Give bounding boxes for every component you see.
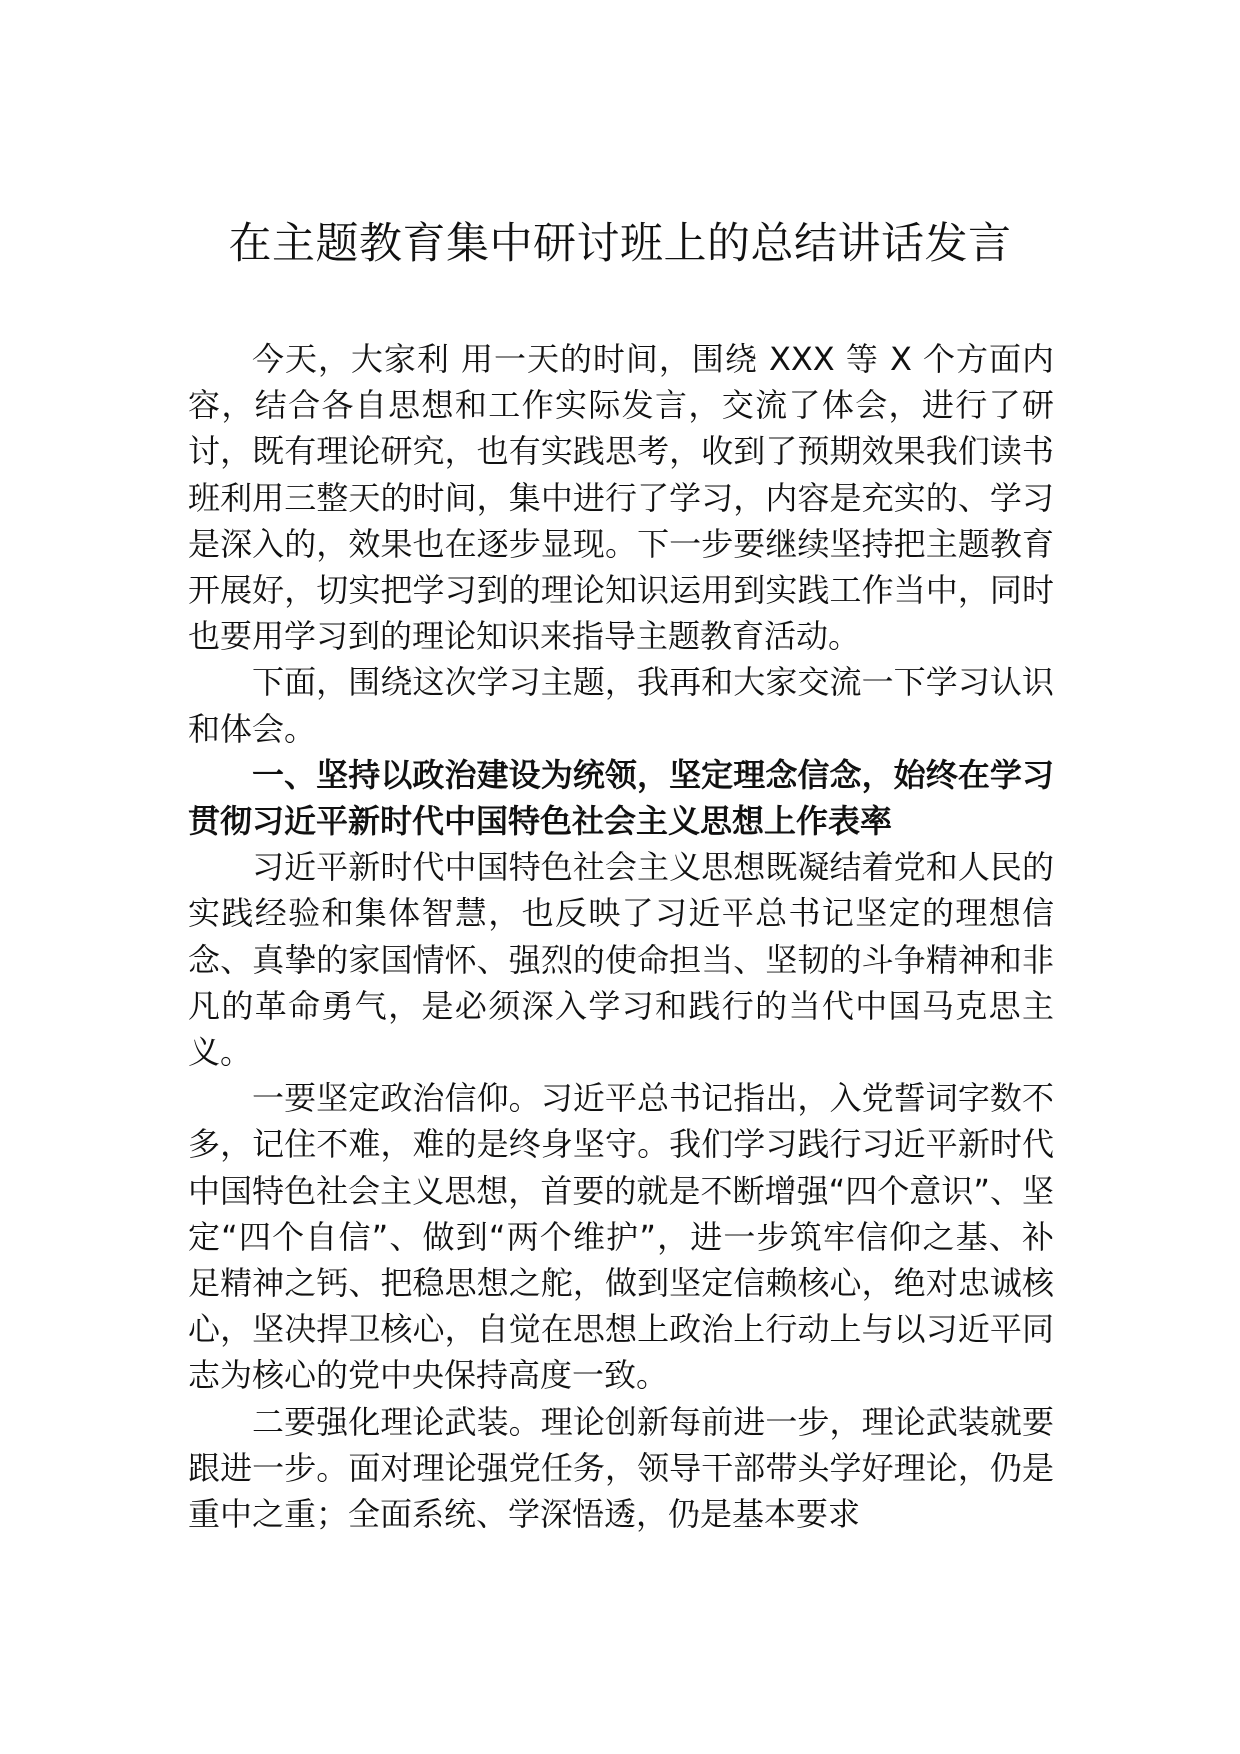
document-title: 在主题教育集中研讨班上的总结讲话发言 [228, 219, 1012, 269]
paragraph-transition: 下面，围绕这次学习主题，我再和大家交流一下学习认识和体会。 [188, 663, 1054, 748]
paragraph-theory-arming: 二要强化理论武装。理论创新每前进一步，理论武装就要跟进一步。面对理论强党任务，领导干部带头学好理论，仍是重中之重；全面系统、学深悟透，仍是基本要求 [188, 1402, 1054, 1534]
document-body [188, 336, 1054, 1537]
section-heading-1: 一、坚持以政治建设为统领，坚定理念信念，始终在学习贯彻习近平新时代中国特色社会主义思想上作表率 [188, 755, 1054, 841]
paragraph-political-belief: 一要坚定政治信仰。习近平总书记指出，入党誓词字数不多，记住不难，难的是终身坚守。我们学习践行习近平新时代中国特色社会主义思想，首要的就是不断增强“四个意识”、坚定“四个自信”、做到“两个维护”，进一步筑牢信仰之基、补足精神之钙、把稳思想之舵，做到坚定信赖核心，绝对忠诚核心，坚决捍卫核心，自觉在思想上政治上行动上与以习近平同志为核心的党中央保持高度一致。 [188, 1079, 1054, 1395]
paragraph-thought: 习近平新时代中国特色社会主义思想既凝结着党和人民的实践经验和集体智慧，也反映了习近平总书记坚定的理想信念、真挚的家国情怀、强烈的使命担当、坚韧的斗争精神和非凡的革命勇气，是必须深入学习和践行的当代中国马克思主义。 [188, 848, 1054, 1072]
paragraph-intro: 今天，大家利 用一天的时间，围绕 XXX 等 X 个方面内容，结合各自思想和工作实际发言，交流了体会，进行了研讨，既有理论研究，也有实践思考，收到了预期效果我们读书班利用三整天的时间，集中进行了学习，内容是充实的、学习是深入的，效果也在逐步显现。下一步要继续坚持把主题教育开展好，切实把学习到的理论知识运用到实践工作当中，同时也要用学习到的理论知识来指导主题教育活动。 [188, 340, 1054, 656]
